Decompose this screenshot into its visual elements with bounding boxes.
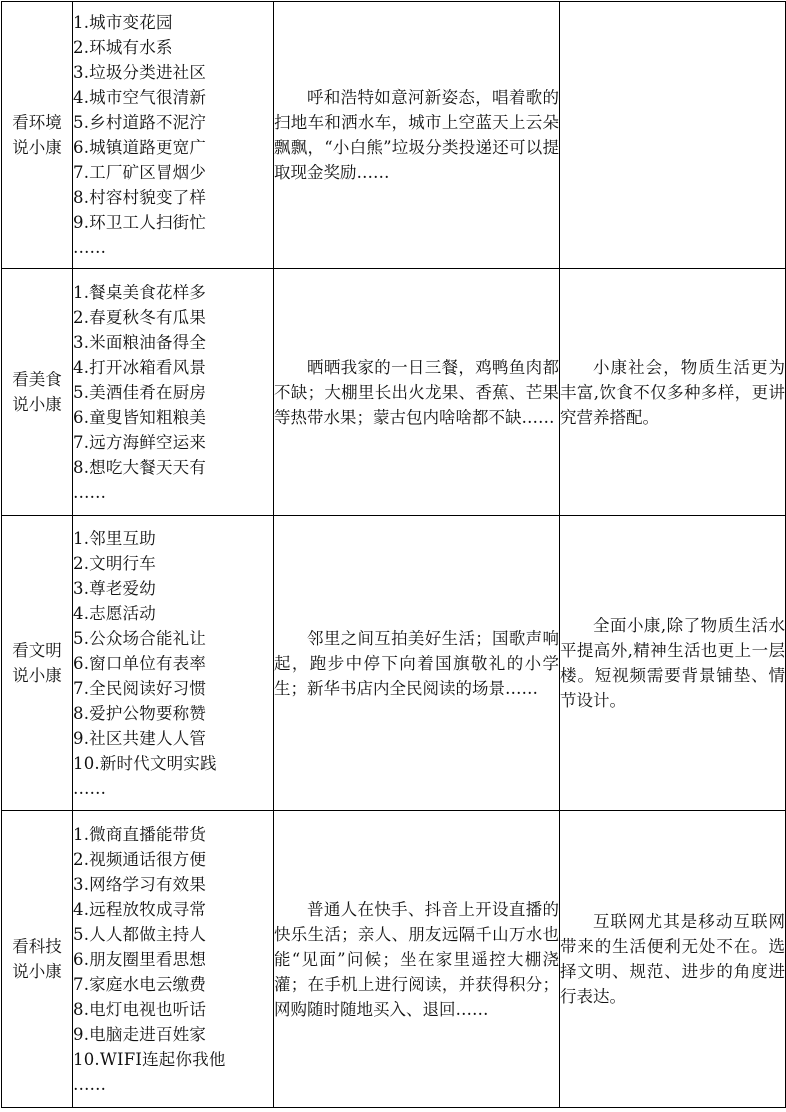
- topic-item: 3.网络学习有效果: [73, 874, 207, 894]
- topic-item: 1.微商直播能带货: [73, 824, 207, 844]
- topic-item: 4.远程放牧成寻常: [73, 899, 207, 919]
- topic-item: 10.WIFI连起你我他: [73, 1049, 226, 1069]
- description-cell: [274, 516, 560, 811]
- category-line: 说小康: [12, 138, 62, 157]
- topic-item: 9.环卫工人扫街忙: [73, 213, 207, 232]
- category-cell: [2, 2, 73, 269]
- category-line: 看文明: [12, 641, 62, 660]
- topic-item: 5.乡村道路不泥泞: [73, 113, 207, 132]
- description-text: 晒晒我家的一日三餐，鸡鸭鱼肉都不缺；大棚里长出火龙果、香蕉、芒果等热带水果；蒙古包内啥啥都不缺……: [274, 357, 559, 427]
- topic-item: 9.社区共建人人管: [73, 728, 207, 748]
- note-cell: [560, 516, 786, 811]
- description-cell: [274, 269, 560, 516]
- topic-item: 6.朋友圈里看思想: [73, 949, 207, 969]
- topic-item: 2.文明行车: [73, 553, 156, 573]
- category-line: 看美食: [12, 370, 62, 389]
- note-cell: [560, 269, 786, 516]
- topic-item: 1.餐桌美食花样多: [73, 282, 207, 302]
- topic-item: 2.视频通话很方便: [73, 849, 207, 869]
- note-cell: [560, 2, 786, 269]
- list-ellipsis: ……: [73, 1074, 106, 1094]
- topic-item: 1.城市变花园: [73, 13, 173, 32]
- category-line: 说小康: [12, 962, 62, 981]
- note-text: 互联网尤其是移动互联网带来的生活便利无处不在。选择文明、规范、进步的角度进行表达。: [560, 912, 785, 1006]
- table-row: [2, 811, 786, 1108]
- topic-list-cell: [73, 811, 274, 1108]
- category-line: 看科技: [12, 937, 62, 956]
- topic-item: 4.城市空气很清新: [73, 88, 207, 107]
- topic-item: 4.打开冰箱看风景: [73, 357, 207, 377]
- topic-item: 3.尊老爱幼: [73, 578, 156, 598]
- topic-item: 5.人人都做主持人: [73, 924, 207, 944]
- topic-item: 8.电灯电视也听话: [73, 999, 207, 1019]
- note-text: 小康社会，物质生活更为丰富,饮食不仅多种多样，更讲究营养搭配。: [560, 357, 785, 427]
- category-cell: [2, 516, 73, 811]
- description-text: 普通人在快手、抖音上开设直播的快乐生活；亲人、朋友远隔千山万水也能“见面”问候；坐在家里遥控大棚浇灌；在手机上进行阅读，并获得积分；网购随时随地买入、退回……: [274, 899, 559, 1019]
- table-row: [2, 269, 786, 516]
- topic-list-cell: [73, 269, 274, 516]
- topic-item: 8.村容村貌变了样: [73, 188, 207, 207]
- activity-table: [1, 1, 786, 1108]
- topic-item: 7.工厂矿区冒烟少: [73, 163, 207, 182]
- topic-item: 4.志愿活动: [73, 603, 156, 623]
- description-cell: [274, 811, 560, 1108]
- topic-item: 2.春夏秋冬有瓜果: [73, 307, 207, 327]
- topic-item: 10.新时代文明实践: [73, 753, 217, 773]
- description-cell: [274, 2, 560, 269]
- category-line: 说小康: [12, 666, 62, 685]
- topic-item: 5.美酒佳肴在厨房: [73, 382, 207, 402]
- list-ellipsis: ……: [73, 238, 106, 257]
- note-cell: [560, 811, 786, 1108]
- description-text: 邻里之间互拍美好生活；国歌声响起，跑步中停下向着国旗敬礼的小学生；新华书店内全民阅读的场景……: [274, 628, 559, 698]
- topic-item: 8.爱护公物要称赞: [73, 703, 207, 723]
- topic-item: 7.全民阅读好习惯: [73, 678, 207, 698]
- topic-item: 7.家庭水电云缴费: [73, 974, 207, 994]
- topic-item: 5.公众场合能礼让: [73, 628, 207, 648]
- topic-list-cell: [73, 2, 274, 269]
- topic-item: 8.想吃大餐天天有: [73, 457, 207, 477]
- topic-item: 6.城镇道路更宽广: [73, 138, 207, 157]
- topic-item: 1.邻里互助: [73, 528, 156, 548]
- topic-list-cell: [73, 516, 274, 811]
- topic-item: 2.环城有水系: [73, 38, 173, 57]
- note-text: 全面小康,除了物质生活水平提高外,精神生活也更上一层楼。短视频需要背景铺垫、情节设计。: [560, 616, 785, 710]
- category-cell: [2, 811, 73, 1108]
- description-text: 呼和浩特如意河新姿态，唱着歌的扫地车和洒水车，城市上空蓝天上云朵飘飘，“小白熊”垃圾分类投递还可以提取现金奖励……: [274, 88, 559, 182]
- topic-item: 3.垃圾分类进社区: [73, 63, 207, 82]
- category-line: 说小康: [12, 395, 62, 414]
- list-ellipsis: ……: [73, 778, 106, 798]
- topic-item: 3.米面粮油备得全: [73, 332, 207, 352]
- topic-item: 9.电脑走进百姓家: [73, 1024, 207, 1044]
- table-row: [2, 516, 786, 811]
- category-cell: [2, 269, 73, 516]
- topic-item: 6.童叟皆知粗粮美: [73, 407, 207, 427]
- list-ellipsis: ……: [73, 482, 106, 502]
- category-line: 看环境: [12, 113, 62, 132]
- topic-item: 7.远方海鲜空运来: [73, 432, 207, 452]
- topic-item: 6.窗口单位有表率: [73, 653, 207, 673]
- table-row: [2, 2, 786, 269]
